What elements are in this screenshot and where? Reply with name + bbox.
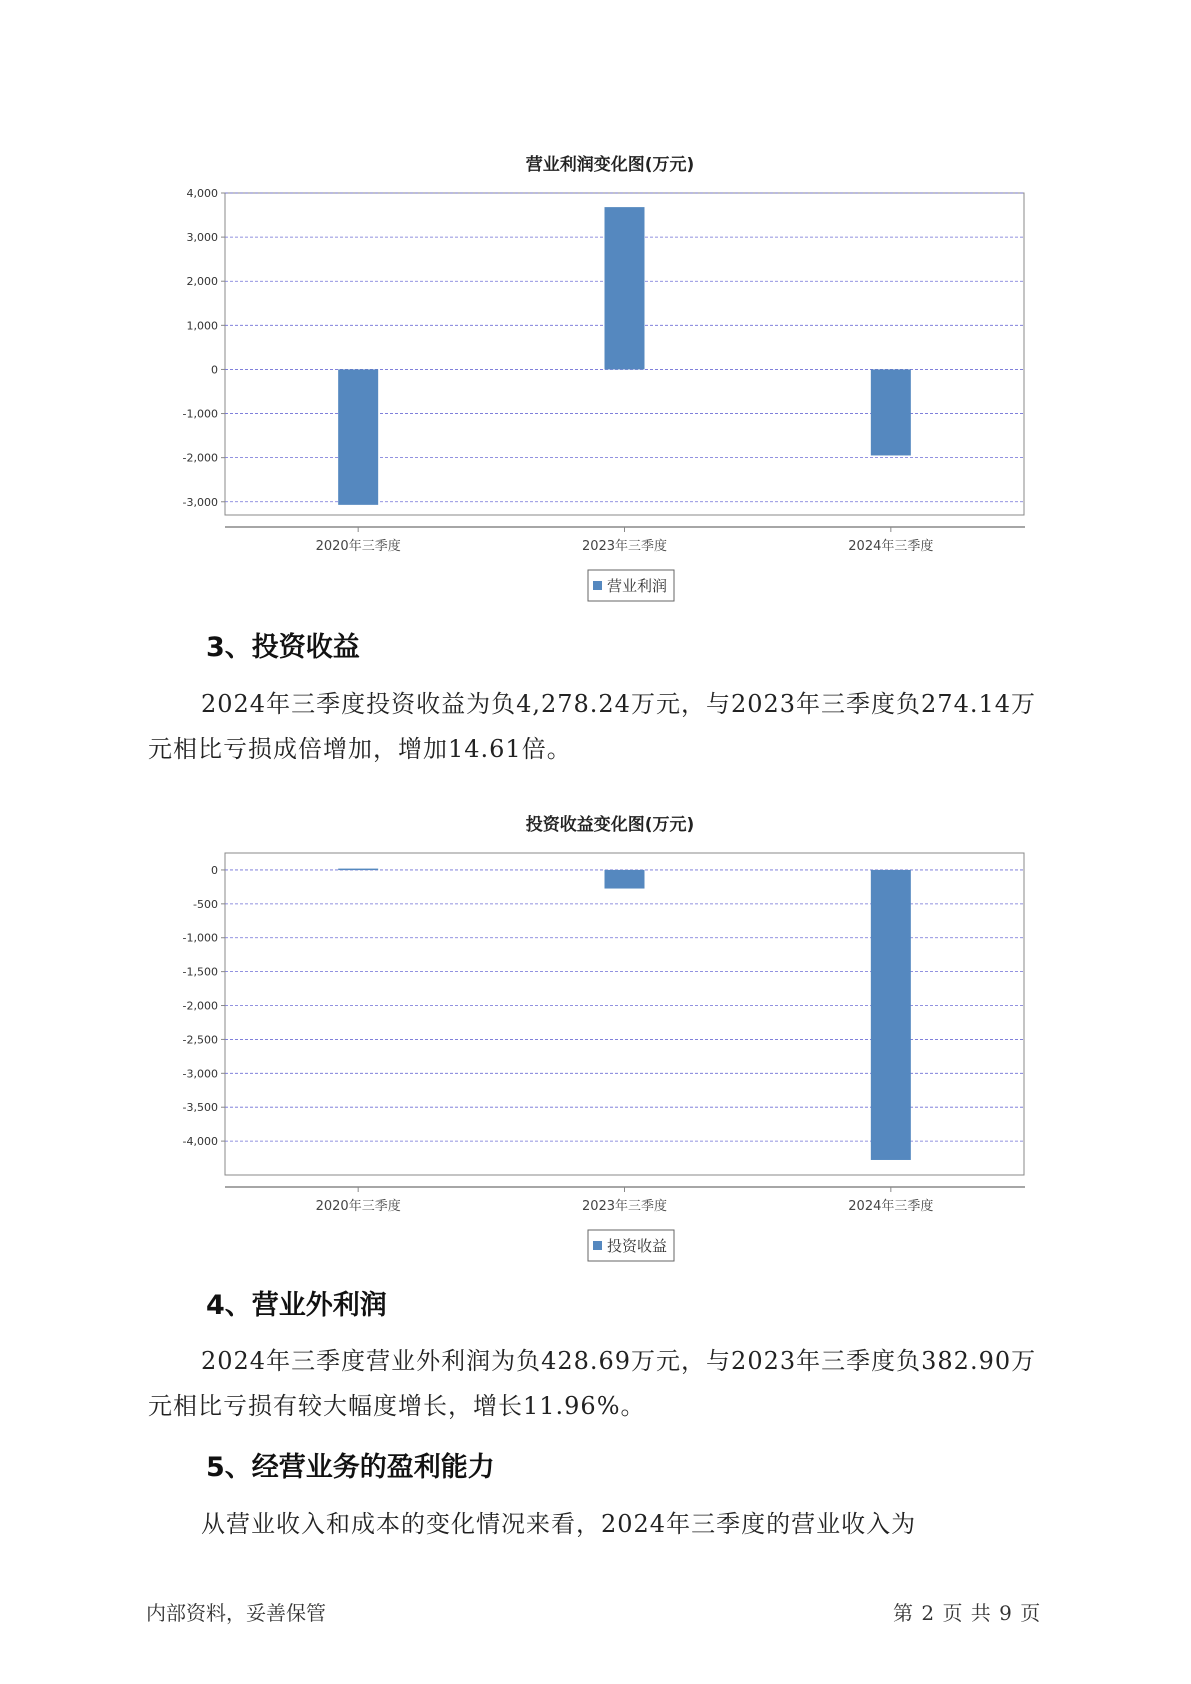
- legend-label: 营业利润: [607, 577, 668, 595]
- chart-legend: [588, 570, 674, 601]
- operating-profit-chart: [150, 140, 1050, 595]
- bar: [338, 869, 378, 871]
- investment-income-chart: [150, 800, 1050, 1255]
- x-category-label: 2020年三季度: [315, 539, 401, 554]
- legend-swatch: [593, 581, 602, 590]
- section-heading-investment: 3、投资收益: [206, 632, 360, 663]
- section-heading-profitability: 5、经营业务的盈利能力: [206, 1452, 495, 1483]
- bar: [605, 207, 645, 369]
- legend-label: 投资收益: [607, 1237, 668, 1255]
- bar: [338, 369, 378, 504]
- paragraph-profitability: 从营业收入和成本的变化情况来看，2024年三季度的营业收入为: [201, 1510, 917, 1538]
- y-tick-label: 0: [211, 863, 218, 877]
- chart-svg: [150, 140, 1050, 595]
- section-heading-non-operating: 4、营业外利润: [206, 1290, 387, 1321]
- y-tick-label: -1,000: [182, 931, 218, 945]
- y-tick-label: 2,000: [186, 275, 218, 289]
- y-tick-label: -2,000: [182, 451, 218, 465]
- chart-title: 投资收益变化图(万元): [525, 815, 695, 835]
- y-tick-label: 1,000: [186, 319, 218, 333]
- x-category-label: 2024年三季度: [848, 1199, 934, 1214]
- footer-confidential-note: 内部资料，妥善保管: [146, 1601, 326, 1625]
- y-tick-label: -1,500: [182, 965, 218, 979]
- bar: [605, 870, 645, 889]
- y-tick-label: -1,000: [182, 407, 218, 421]
- y-tick-label: 3,000: [186, 231, 218, 245]
- bar: [871, 369, 911, 455]
- bar: [871, 870, 911, 1160]
- chart-legend: [588, 1230, 674, 1261]
- y-tick-label: -4,000: [182, 1135, 218, 1149]
- y-tick-label: -3,000: [182, 1067, 218, 1081]
- y-tick-label: -2,000: [182, 999, 218, 1013]
- y-tick-label: -500: [193, 897, 218, 911]
- x-category-label: 2023年三季度: [581, 1199, 668, 1214]
- legend-swatch: [593, 1241, 602, 1250]
- footer-page-number: 第 2 页 共 9 页: [893, 1601, 1042, 1625]
- y-tick-label: 4,000: [186, 187, 218, 200]
- paragraph-non-operating: 2024年三季度营业外利润为负428.69万元，与2023年三季度负382.90万元相比亏损有较大幅度增长，增长11.96%。: [148, 1347, 1037, 1420]
- y-tick-label: 0: [211, 363, 218, 377]
- x-category-label: 2024年三季度: [848, 539, 934, 554]
- x-category-label: 2023年三季度: [581, 539, 668, 554]
- chart-svg: [150, 800, 1050, 1255]
- y-tick-label: -2,500: [182, 1033, 218, 1047]
- chart-title: 营业利润变化图(万元): [525, 155, 695, 175]
- y-tick-label: -3,000: [182, 495, 218, 509]
- x-category-label: 2020年三季度: [315, 1199, 401, 1214]
- paragraph-investment: 2024年三季度投资收益为负4,278.24万元，与2023年三季度负274.14万元相比亏损成倍增加，增加14.61倍。: [148, 690, 1037, 763]
- y-tick-label: -3,500: [182, 1101, 218, 1115]
